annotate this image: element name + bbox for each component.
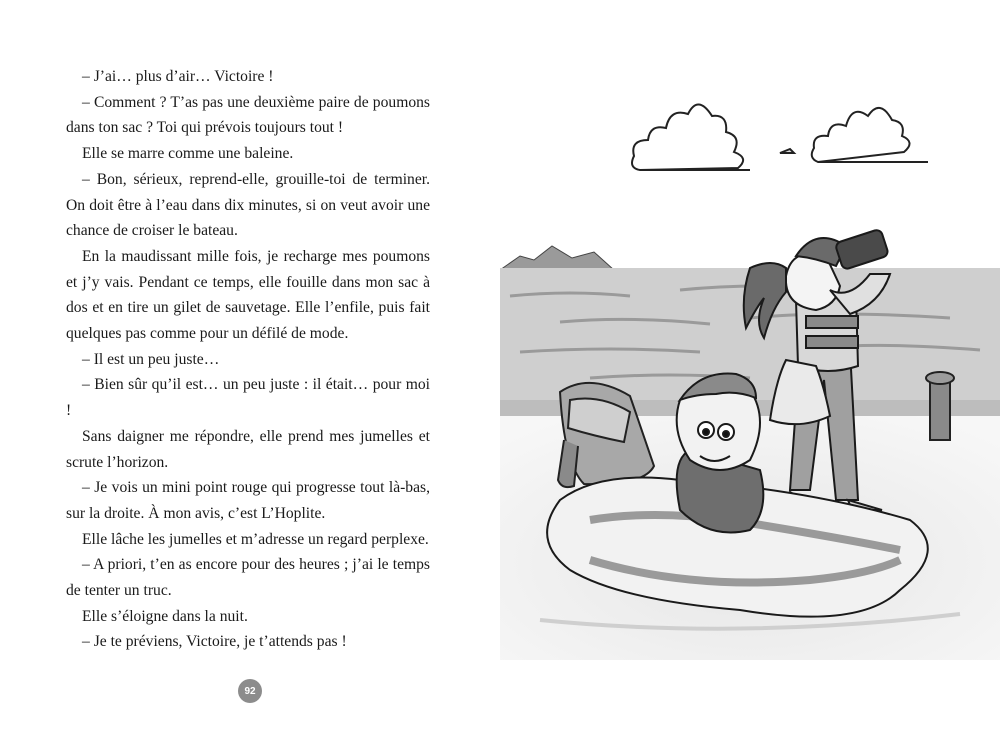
cloud-left	[632, 104, 750, 170]
paragraph: – Je vois un mini point rouge qui progresse tout là-bas, sur la droite. À mon avis, c’est L’Hoplite.	[66, 479, 430, 522]
cloud-right	[780, 108, 928, 162]
page-number: 92	[238, 679, 262, 703]
paragraph: – Comment ? T’as pas une deuxième paire de poumons dans ton sac ? Toi qui prévois toujours tout !	[66, 93, 430, 137]
paragraph: Sans daigner me répondre, elle prend mes jumelles et scrute l’horizon.	[66, 427, 430, 471]
paragraph: En la maudissant mille fois, je recharge mes poumons et j’y vais. Pendant ce temps, elle fouille dans mon sac à dos et en tire un gilet de sauvetage. Elle l’enfile, puis fait quelques pas comme pour un défilé de mode.	[66, 247, 430, 343]
paragraph: Elle lâche les jumelles et m’adresse un regard perplexe.	[82, 530, 429, 548]
paragraph: – Bon, sérieux, reprend-elle, grouille-toi de terminer. On doit être à l’eau dans dix minutes, si on veut avoir une chance de croiser le bateau.	[66, 170, 430, 240]
paragraph: Elle se marre comme une baleine.	[82, 145, 294, 163]
text-block	[66, 64, 430, 655]
bollard	[926, 372, 954, 440]
mountains	[500, 246, 614, 270]
paragraph: – J’ai… plus d’air… Victoire !	[82, 68, 274, 85]
paragraph: – A priori, t’en as encore pour des heures ; j’ai le temps de tenter un truc.	[66, 556, 430, 600]
right-page	[500, 0, 1000, 750]
beach-illustration	[500, 60, 1000, 660]
paragraph: Elle s’éloigne dans la nuit.	[82, 607, 248, 625]
boy-figure	[677, 374, 764, 533]
paragraph: – Je te préviens, Victoire, je t’attends pas !	[82, 633, 347, 651]
paragraph: – Il est un peu juste…	[82, 350, 220, 368]
paragraph: – Bien sûr qu’il est… un peu juste : il était… pour moi !	[66, 376, 430, 420]
